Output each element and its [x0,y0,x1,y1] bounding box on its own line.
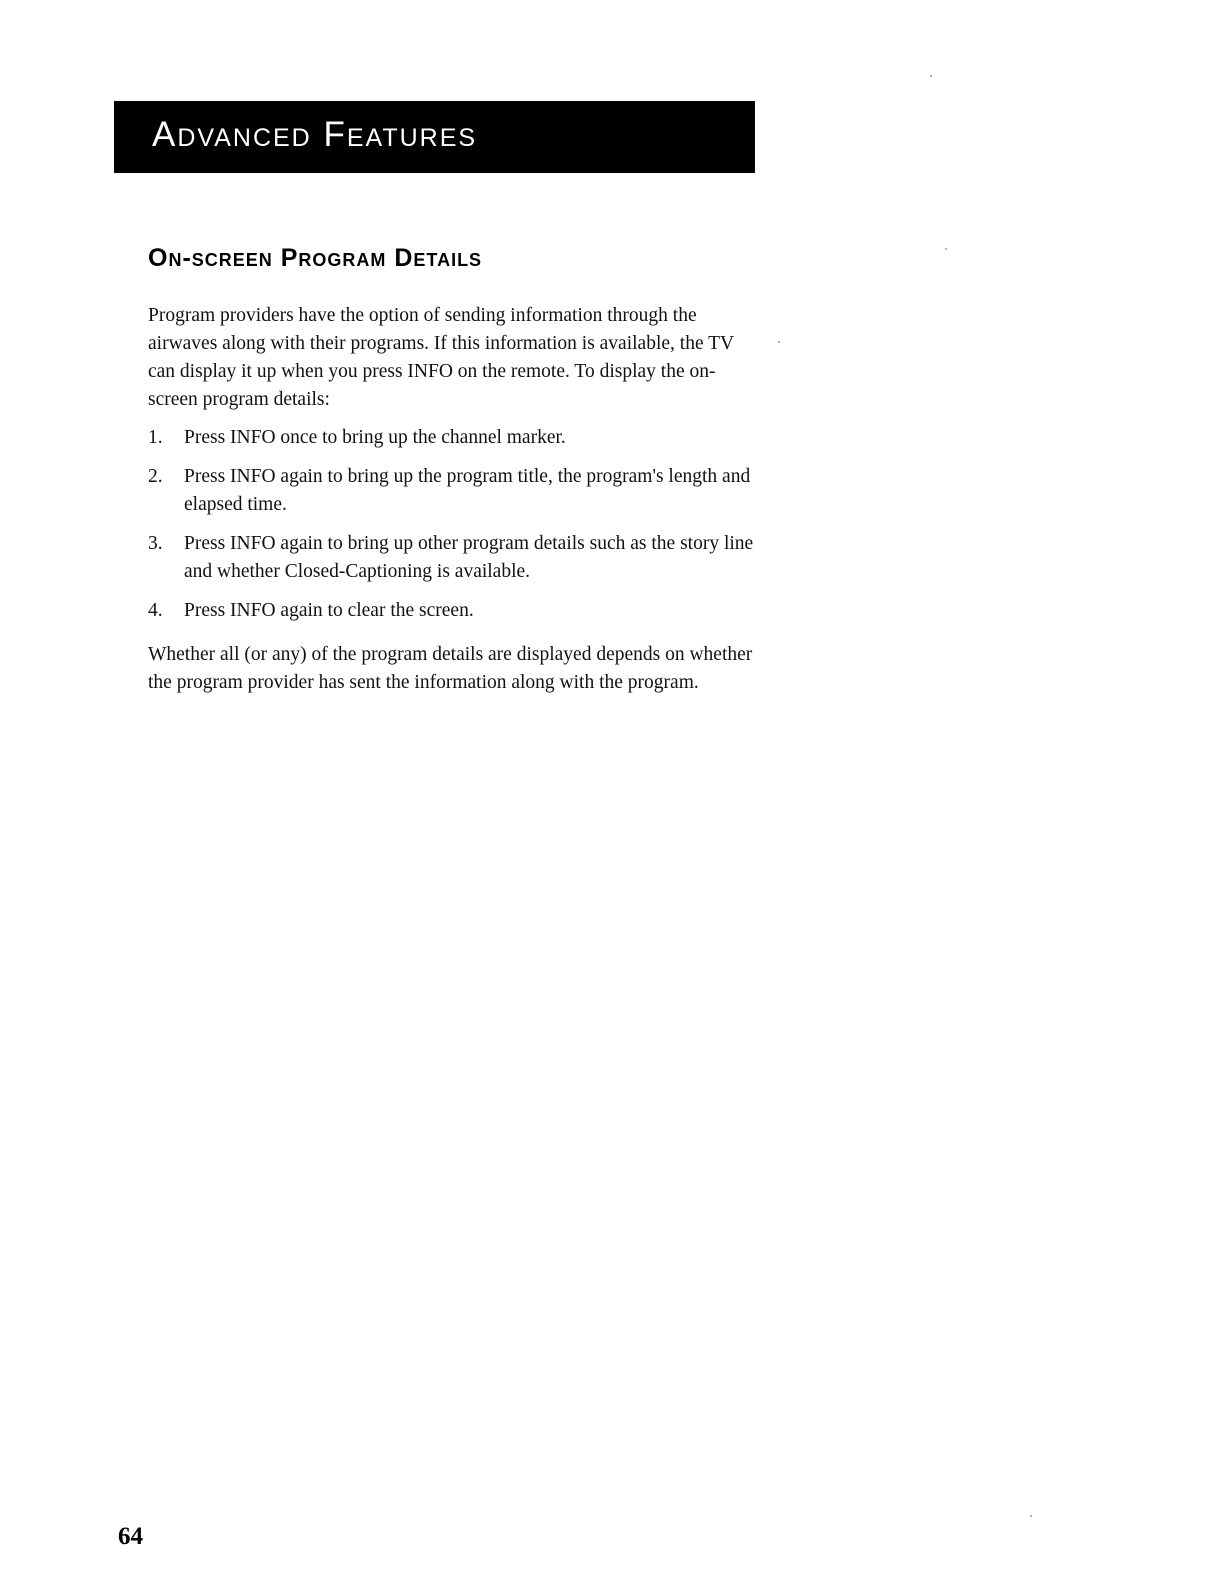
step-text: Press INFO once to bring up the channel marker. [184,427,566,448]
scan-speck [930,75,932,77]
scan-speck [945,248,947,250]
page-heading: On-screen Program Details [148,244,483,272]
page-number: 64 [118,1523,143,1550]
list-item [148,424,758,452]
step-number: 2. [148,466,163,487]
steps-list [148,424,758,636]
intro-paragraph: Program providers have the option of sending information through the airwaves along with their programs. If this information is available, the TV can display it up when you press INFO on the remote. To display the on-screen program details: [148,305,734,410]
list-item [148,597,758,625]
outro-paragraph: Whether all (or any) of the program details are displayed depends on whether the program provider has sent the information along with the program. [148,644,753,693]
section-title: Advanced Features [152,115,478,154]
step-text: Press INFO again to bring up other program details such as the story line and whether Closed-Captioning is available. [184,533,754,582]
scan-speck [1030,1515,1032,1517]
step-text: Press INFO again to bring up the program title, the program's length and elapsed time. [184,466,751,515]
scan-speck [778,341,780,343]
list-item [148,463,758,519]
step-number: 1. [148,427,163,448]
step-number: 3. [148,533,163,554]
step-number: 4. [148,600,163,621]
list-item [148,530,758,586]
step-text: Press INFO again to clear the screen. [184,600,474,621]
section-banner [114,101,755,173]
